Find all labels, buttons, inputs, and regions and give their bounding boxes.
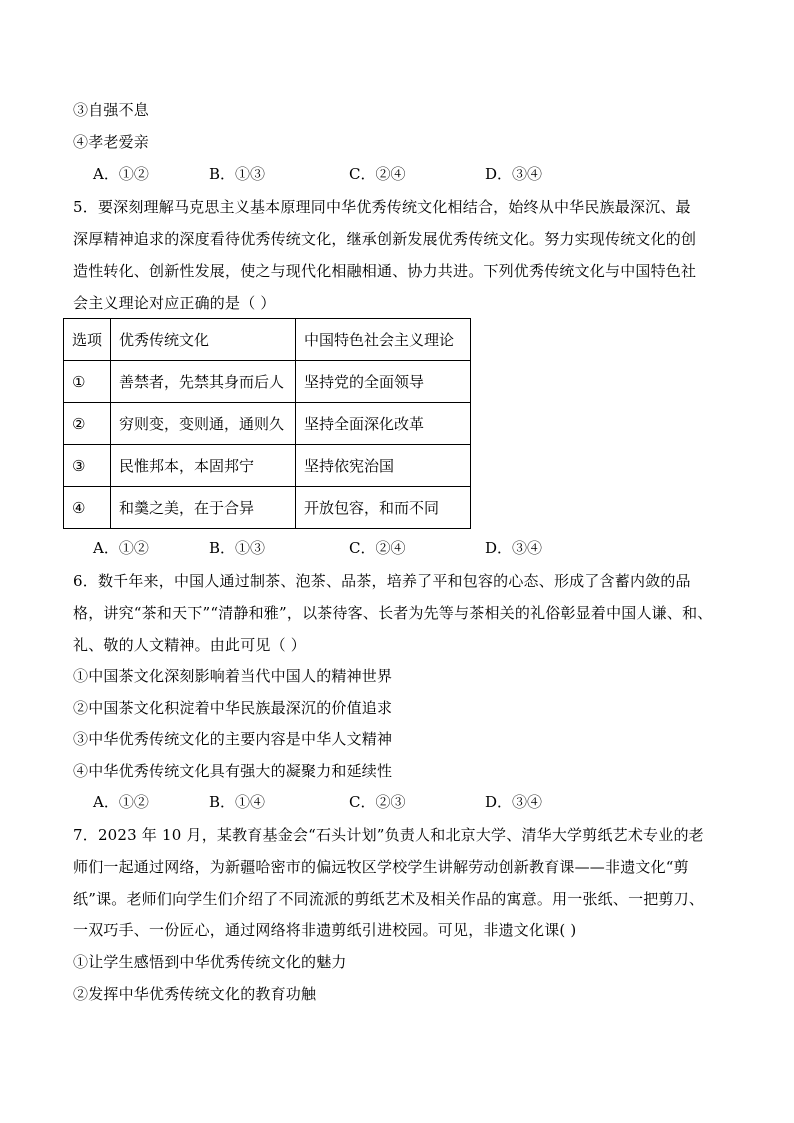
q6-item: ②中国茶文化积淀着中华民族最深沉的价值追求 — [73, 699, 393, 717]
q4-option-b[interactable]: B．①③ — [209, 165, 266, 183]
q6-option-a[interactable]: A．①② — [93, 793, 149, 811]
table-cell: ④ — [64, 487, 111, 529]
table-cell: 和羹之美，在于合异 — [111, 487, 296, 529]
table-cell: ① — [64, 361, 111, 403]
q6-line: 6．数千年来，中国人通过制茶、泡茶、品茶，培养了平和包容的心态、形成了含蓄内敛的品 — [73, 572, 691, 590]
table-cell: ③ — [64, 445, 111, 487]
q6-item: ③中华优秀传统文化的主要内容是中华人文精神 — [73, 730, 393, 748]
table-header-row — [64, 319, 471, 361]
q4-option-d[interactable]: D．③④ — [485, 165, 543, 183]
q5-option-d[interactable]: D．③④ — [485, 539, 543, 557]
q5-line: 深厚精神追求的深度看待优秀传统文化，继承创新发展优秀传统文化。努力实现传统文化的创 — [73, 230, 697, 248]
q5-line: 造性转化、创新性发展，使之与现代化相融相通、协力共进。下列优秀传统文化与中国特色社 — [73, 262, 697, 280]
q6-option-b[interactable]: B．①④ — [209, 793, 266, 811]
q6-item: ①中国茶文化深刻影响着当代中国人的精神世界 — [73, 667, 393, 685]
table-cell: 善禁者，先禁其身而后人 — [111, 361, 296, 403]
q5-line: 会主义理论对应正确的是（ ） — [73, 294, 276, 312]
q6-option-d[interactable]: D．③④ — [485, 793, 543, 811]
q6-option-c[interactable]: C．②③ — [349, 793, 406, 811]
q5-table — [63, 318, 471, 529]
table-cell: 开放包容，和而不同 — [296, 487, 471, 529]
q7-line: 7．2023 年 10 月，某教育基金会“石头计划”负责人和北京大学、清华大学剪纸艺术专业的老 — [73, 826, 704, 844]
q4-option-c[interactable]: C．②④ — [349, 165, 406, 183]
table-cell: 穷则变，变则通，通则久 — [111, 403, 296, 445]
table-row — [64, 361, 471, 403]
table-cell: 坚持全面深化改革 — [296, 403, 471, 445]
q6-line: 格，讲究“茶和天下”“清静和雅”，以茶待客、长者为先等与茶相关的礼俗彰显着中国人谦、和、 — [73, 604, 713, 622]
q7-item: ②发挥中华优秀传统文化的教育功触 — [73, 985, 317, 1003]
table-header-cell: 中国特色社会主义理论 — [296, 319, 471, 361]
q6-item: ④中华优秀传统文化具有强大的凝聚力和延续性 — [73, 762, 393, 780]
q4-item-3: ③自强不息 — [73, 101, 150, 119]
q7-line: 纸”课。老师们向学生们介绍了不同流派的剪纸艺术及相关作品的寓意。用一张纸、一把剪刀、 — [73, 890, 705, 908]
q4-item-4: ④孝老爱亲 — [73, 133, 150, 151]
q7-line: 师们一起通过网络，为新疆哈密市的偏远牧区学校学生讲解劳动创新教育课——非遗文化“剪 — [73, 858, 689, 876]
q5-option-c[interactable]: C．②④ — [349, 539, 406, 557]
q7-line: 一双巧手、一份匠心，通过网络将非遗剪纸引进校园。可见，非遗文化课( ) — [73, 921, 577, 939]
table-cell: 坚持党的全面领导 — [296, 361, 471, 403]
table-row — [64, 403, 471, 445]
table-row — [64, 487, 471, 529]
q4-option-a[interactable]: A．①② — [93, 165, 149, 183]
q6-line: 礼、敬的人文精神。由此可见（ ） — [73, 636, 306, 654]
table-row — [64, 445, 471, 487]
table-cell: ② — [64, 403, 111, 445]
table-header-cell: 优秀传统文化 — [111, 319, 296, 361]
table-cell: 坚持依宪治国 — [296, 445, 471, 487]
q5-option-b[interactable]: B．①③ — [209, 539, 266, 557]
q7-item: ①让学生感悟到中华优秀传统文化的魅力 — [73, 953, 347, 971]
table-header-cell: 选项 — [64, 319, 111, 361]
q5-line: 5．要深刻理解马克思主义基本原理同中华优秀传统文化相结合，始终从中华民族最深沉、最 — [73, 198, 691, 216]
q5-option-a[interactable]: A．①② — [93, 539, 149, 557]
table-cell: 民惟邦本，本固邦宁 — [111, 445, 296, 487]
